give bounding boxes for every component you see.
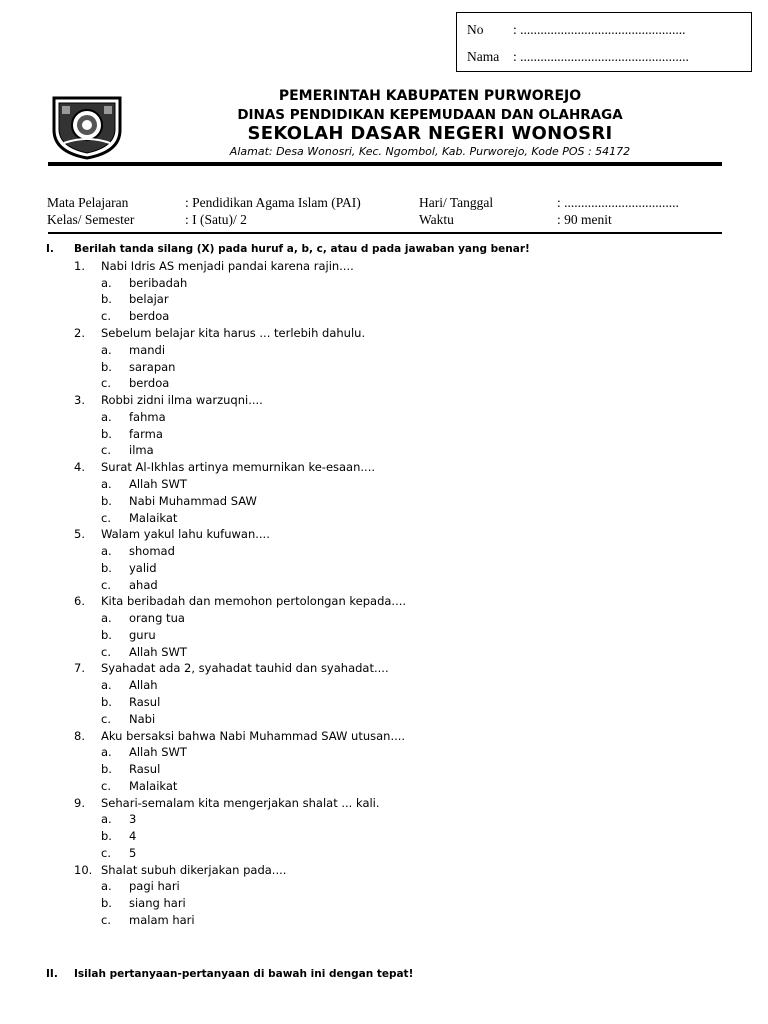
answer-option[interactable] (74, 627, 406, 644)
letterhead-address: Alamat: Desa Wonosri, Kec. Ngombol, Kab. Purworejo, Kode POS : 54172 (229, 145, 631, 158)
answer-option[interactable] (74, 610, 406, 627)
question-text: Sehari-semalam kita mengerjakan shalat ... kali. (101, 795, 380, 810)
question-list (74, 258, 406, 929)
option-text: yalid (129, 560, 157, 575)
answer-option[interactable] (74, 644, 406, 661)
option-letter: c. (101, 309, 111, 324)
option-letter: a. (101, 342, 112, 357)
option-text: berdoa (129, 376, 170, 391)
question-6 (74, 593, 406, 610)
option-text: orang tua (129, 611, 185, 626)
answer-option[interactable] (74, 677, 406, 694)
option-text: Nabi (129, 711, 156, 726)
option-text: Allah SWT (129, 476, 187, 491)
question-3 (74, 392, 406, 409)
option-letter: b. (101, 694, 112, 709)
option-text: Malaikat (129, 510, 178, 525)
option-letter: a. (101, 678, 112, 693)
option-text: ilma (129, 443, 154, 458)
nama-label: Nama (467, 49, 500, 64)
option-text: guru (129, 627, 156, 642)
option-letter: a. (101, 476, 112, 491)
question-4 (74, 459, 406, 476)
question-1 (74, 258, 406, 275)
answer-option[interactable] (74, 442, 406, 459)
answer-option[interactable] (74, 476, 406, 493)
option-letter: a. (101, 544, 112, 558)
option-letter: c. (101, 644, 111, 659)
option-letter: c. (101, 510, 111, 525)
answer-option[interactable] (74, 577, 406, 594)
option-letter: a. (101, 812, 112, 827)
question-number: 5. (74, 527, 85, 542)
answer-option[interactable] (74, 359, 406, 376)
option-letter: c. (101, 577, 111, 592)
answer-option[interactable] (74, 375, 406, 392)
option-text: berdoa (129, 309, 170, 324)
option-text: 5 (129, 845, 137, 860)
section-1-number: I. (46, 243, 54, 255)
option-letter: a. (101, 745, 112, 760)
option-text: fahma (129, 409, 166, 424)
answer-option[interactable] (74, 912, 406, 929)
question-text: Nabi Idris AS menjadi pandai karena rajin.... (101, 259, 354, 273)
option-text: Rasul (129, 694, 161, 709)
answer-option[interactable] (74, 493, 406, 510)
answer-option[interactable] (74, 426, 406, 443)
kelas-label: Kelas/ Semester (47, 212, 135, 227)
option-text: farma (129, 426, 163, 441)
section-2-number: II. (46, 968, 58, 980)
option-text: siang hari (129, 896, 186, 911)
option-letter: c. (101, 778, 111, 793)
answer-option[interactable] (74, 761, 406, 778)
question-7 (74, 660, 406, 677)
question-text: Aku bersaksi bahwa Nabi Muhammad SAW utusan.... (101, 728, 406, 743)
option-letter: c. (101, 912, 111, 927)
answer-option[interactable] (74, 342, 406, 359)
option-text: malam hari (129, 912, 195, 927)
answer-option[interactable] (74, 878, 406, 895)
kelas-value: : I (Satu)/ 2 (185, 212, 247, 227)
question-number: 6. (74, 594, 85, 609)
section-2-heading (46, 968, 413, 980)
letterhead-department: DINAS PENDIDIKAN KEPEMUDAAN DAN OLAHRAGA (237, 107, 623, 123)
option-letter: b. (101, 896, 112, 911)
waktu-label: Waktu (419, 212, 454, 227)
option-letter: a. (101, 611, 112, 626)
question-text: Kita beribadah dan memohon pertolongan kepada.... (101, 594, 407, 609)
option-letter: b. (101, 762, 112, 777)
answer-option[interactable] (74, 560, 406, 577)
option-letter: b. (101, 426, 112, 441)
letterhead-government: PEMERINTAH KABUPATEN PURWOREJO (278, 88, 582, 104)
question-text: Sebelum belajar kita harus ... terlebih dahulu. (101, 326, 366, 341)
no-label: No (467, 22, 484, 37)
option-letter: c. (101, 376, 111, 391)
question-5 (74, 526, 406, 543)
option-text: Allah SWT (129, 745, 187, 760)
option-text: Rasul (129, 762, 161, 777)
waktu-value: : 90 menit (557, 212, 612, 227)
option-letter: b. (101, 292, 112, 307)
answer-option[interactable] (74, 811, 406, 828)
answer-option[interactable] (74, 694, 406, 711)
hari-label: Hari/ Tanggal (419, 195, 494, 210)
option-letter: b. (101, 829, 112, 844)
section-2-instruction: Isilah pertanyaan-pertanyaan di bawah ini dengan tepat! (74, 968, 414, 980)
question-number: 9. (74, 795, 85, 810)
option-text: mandi (129, 342, 166, 357)
answer-option[interactable] (74, 291, 406, 308)
option-letter: a. (101, 409, 112, 424)
answer-option[interactable] (74, 895, 406, 912)
question-8 (74, 728, 406, 745)
mapel-value: : Pendidikan Agama Islam (PAI) (185, 195, 361, 210)
answer-option[interactable] (74, 845, 406, 862)
option-letter: b. (101, 560, 112, 575)
option-letter: a. (101, 275, 112, 290)
question-number: 1. (74, 259, 85, 273)
question-number: 8. (74, 728, 85, 743)
option-letter: a. (101, 879, 112, 894)
mapel-label: Mata Pelajaran (47, 195, 129, 210)
no-row (467, 22, 686, 38)
option-letter: c. (101, 845, 111, 860)
answer-option[interactable] (74, 510, 406, 527)
answer-option[interactable] (74, 543, 406, 560)
letterhead-school-name: SEKOLAH DASAR NEGERI WONOSRI (247, 123, 613, 144)
answer-option[interactable] (74, 409, 406, 426)
student-id-box (456, 12, 752, 72)
answer-option[interactable] (74, 828, 406, 845)
option-letter: b. (101, 627, 112, 642)
question-10 (74, 862, 406, 879)
option-text: 4 (129, 829, 137, 844)
question-text: Surat Al-Ikhlas artinya memurnikan ke-esaan.... (101, 460, 376, 475)
question-text: Robbi zidni ilma warzuqni.... (101, 393, 263, 408)
section-1-instruction: Berilah tanda silang (X) pada huruf a, b, c, atau d pada jawaban yang benar! (74, 243, 530, 255)
answer-option[interactable] (74, 711, 406, 728)
answer-option[interactable] (74, 744, 406, 761)
question-text: Syahadat ada 2, syahadat tauhid dan syahadat.... (101, 661, 389, 676)
question-text: Shalat subuh dikerjakan pada.... (101, 862, 287, 877)
option-text: ahad (129, 577, 158, 592)
option-text: Nabi Muhammad SAW (129, 493, 257, 508)
option-text: beribadah (129, 275, 188, 290)
answer-option[interactable] (74, 308, 406, 325)
option-text: Malaikat (129, 778, 178, 793)
option-text: shomad (129, 544, 175, 558)
option-letter: b. (101, 359, 112, 374)
option-text: belajar (129, 292, 169, 307)
option-text: sarapan (129, 359, 176, 374)
option-text: Allah SWT (129, 644, 187, 659)
option-letter: b. (101, 493, 112, 508)
question-text: Walam yakul lahu kufuwan.... (101, 527, 270, 542)
info-divider (48, 232, 722, 234)
option-text: pagi hari (129, 879, 180, 894)
question-9 (74, 795, 406, 812)
question-number: 2. (74, 326, 85, 341)
question-number: 7. (74, 661, 85, 676)
question-2 (74, 325, 406, 342)
question-number: 3. (74, 393, 85, 408)
question-number: 10. (74, 862, 93, 877)
section-1-heading (46, 243, 530, 255)
no-field[interactable]: : ................................................. (513, 22, 686, 37)
hari-field[interactable]: : .................................. (557, 195, 679, 210)
option-text: 3 (129, 812, 137, 827)
option-letter: c. (101, 443, 111, 458)
regency-emblem-logo (50, 94, 124, 160)
letterhead-divider (48, 162, 722, 166)
answer-option[interactable] (74, 275, 406, 292)
option-letter: c. (101, 711, 111, 726)
answer-option[interactable] (74, 778, 406, 795)
nama-row (467, 49, 689, 65)
nama-field[interactable]: : .................................................. (513, 49, 689, 64)
question-number: 4. (74, 460, 85, 475)
option-text: Allah (129, 678, 158, 693)
